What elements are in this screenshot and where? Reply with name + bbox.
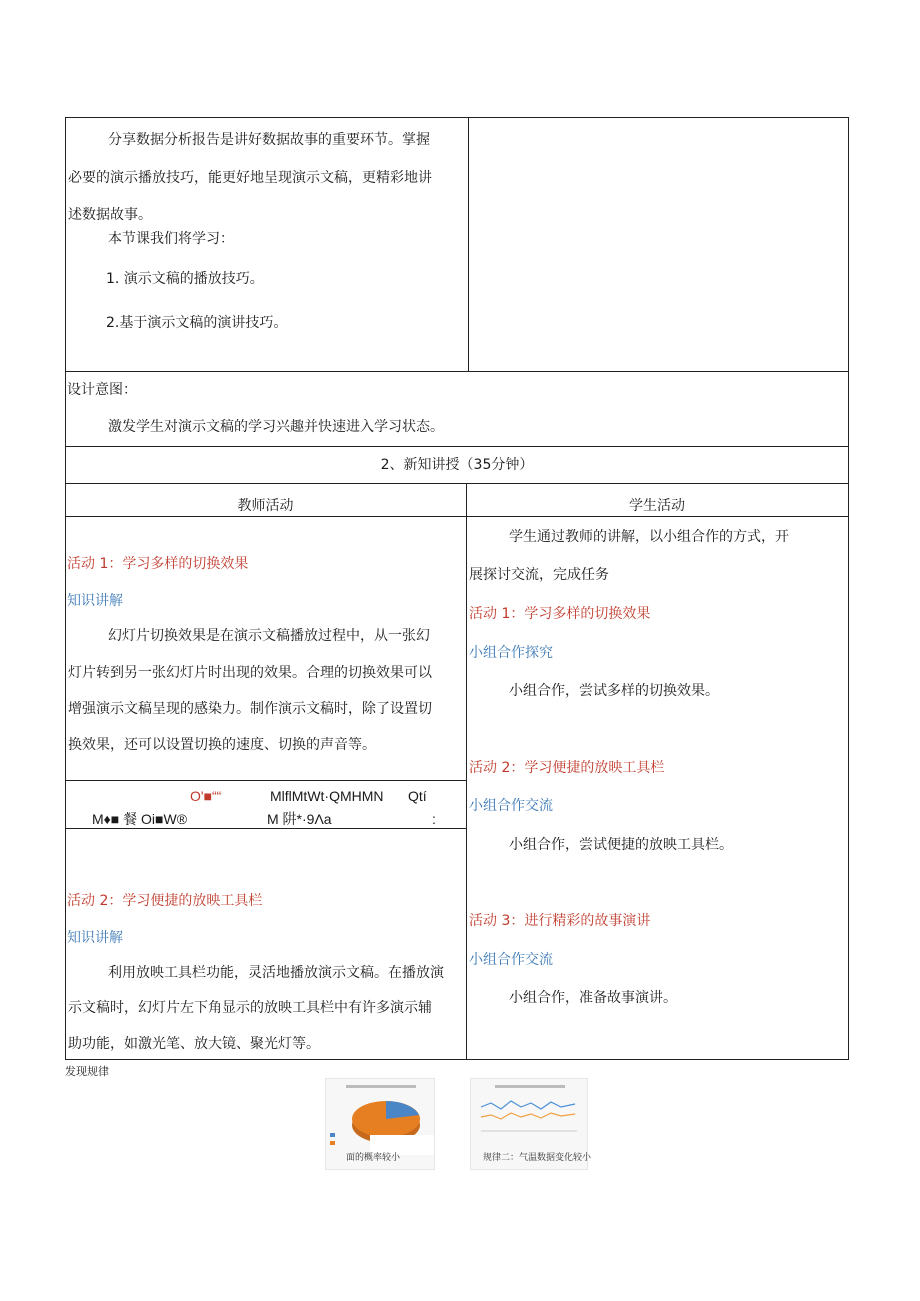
teacher-knowledge-1: 知识讲解 <box>67 593 123 609</box>
design-label: 设计意图： <box>67 382 137 398</box>
pie-thumb-caption: 面的概率较小 <box>346 1153 401 1163</box>
student-activity-3: 活动 3：进行精彩的故事演讲 <box>469 913 651 929</box>
student-task-3: 小组合作，准备故事演讲。 <box>509 990 677 1006</box>
garbled-text-1a: O'■““ <box>190 788 222 804</box>
teacher-para2-line-2: 示文稿时，幻灯片左下角显示的放映工具栏中有许多演示辅 <box>68 1000 432 1016</box>
student-activity-2: 活动 2：学习便捷的放映工具栏 <box>469 760 665 776</box>
garbled-text-1b: MlflMtWt·QMHMN <box>270 788 384 804</box>
row-divider-3 <box>65 483 849 484</box>
line-series-blue <box>481 1101 575 1109</box>
line-series-orange <box>481 1113 575 1119</box>
teacher-activity-2: 活动 2：学习便捷的放映工具栏 <box>67 893 263 909</box>
student-intro-line-2: 展探讨交流，完成任务 <box>469 567 609 583</box>
teacher-column-header: 教师活动 <box>237 498 294 514</box>
row-divider-4 <box>65 516 849 517</box>
legend-swatch-blue <box>330 1133 335 1137</box>
line-chart-thumbnail <box>470 1078 592 1170</box>
intro-lead: 本节课我们将学习： <box>108 231 234 247</box>
garbled-text-1c: Qtí <box>408 788 427 804</box>
teacher-para1-line-1: 幻灯片切换效果是在演示文稿播放过程中，从一张幻 <box>108 628 430 644</box>
intro-paragraph-line-1: 分享数据分析报告是讲好数据故事的重要环节。掌握 <box>108 132 430 148</box>
teacher-para2-line-3: 助功能，如激光笔、放大镜、聚光灯等。 <box>68 1036 320 1052</box>
footer-label: 发现规律 <box>65 1065 109 1078</box>
table-top-border <box>65 117 849 118</box>
intro-divider <box>468 117 469 371</box>
garbled-text-2c: : <box>432 811 436 827</box>
teacher-para1-line-2: 灯片转到另一张幻灯片时出现的效果。合理的切换效果可以 <box>68 665 432 681</box>
student-group-1: 小组合作探究 <box>469 645 553 661</box>
legend-swatch-orange <box>330 1141 335 1145</box>
table-bottom-border <box>65 1059 849 1060</box>
teacher-knowledge-2: 知识讲解 <box>67 930 123 946</box>
student-group-2: 小组合作交流 <box>469 798 553 814</box>
pie-chart-thumbnail <box>325 1078 435 1170</box>
intro-item-1: 1. 演示文稿的播放技巧。 <box>106 271 264 287</box>
student-task-2: 小组合作，尝试便捷的放映工具栏。 <box>509 837 733 853</box>
table-left-border <box>65 117 66 1060</box>
teacher-activity-1: 活动 1：学习多样的切换效果 <box>67 556 249 572</box>
thumb-title-bar <box>346 1085 416 1088</box>
intro-paragraph-line-2: 必要的演示播放技巧，能更好地呈现演示文稿，更精彩地讲 <box>68 170 432 186</box>
design-text: 激发学生对演示文稿的学习兴趣并快速进入学习状态。 <box>108 419 444 435</box>
student-intro-line-1: 学生通过教师的讲解，以小组合作的方式，开 <box>509 529 789 545</box>
intro-item-2: 2.基于演示文稿的演讲技巧。 <box>106 315 288 331</box>
column-divider <box>466 483 467 1060</box>
line-thumb-title-bar <box>495 1085 565 1088</box>
student-task-1: 小组合作，尝试多样的切换效果。 <box>509 683 719 699</box>
garbled-text-2a: M♦■ 餐 Oi■W® <box>92 811 188 827</box>
student-activity-1: 活动 1：学习多样的切换效果 <box>469 606 651 622</box>
teacher-para1-line-4: 换效果，还可以设置切换的速度、切换的声音等。 <box>68 737 376 753</box>
line-thumb-caption: 规律二：气温数据变化较小 <box>483 1153 592 1163</box>
garbled-text-2b: M 阱*·9Λa <box>267 811 332 827</box>
teacher-para1-line-3: 增强演示文稿呈现的感染力。制作演示文稿时，除了设置切 <box>68 701 432 717</box>
teacher-para2-line-1: 利用放映工具栏功能，灵活地播放演示文稿。在播放演 <box>108 965 444 981</box>
intro-paragraph-line-3: 述数据故事。 <box>68 207 152 223</box>
table-right-border <box>848 117 849 1060</box>
row-divider-1 <box>65 371 849 372</box>
student-column-header: 学生活动 <box>629 498 685 514</box>
inner-row-divider-1 <box>65 780 466 781</box>
student-group-3: 小组合作交流 <box>469 952 553 968</box>
section-title: 2、新知讲授（35分钟） <box>380 457 534 473</box>
row-divider-2 <box>65 446 849 447</box>
